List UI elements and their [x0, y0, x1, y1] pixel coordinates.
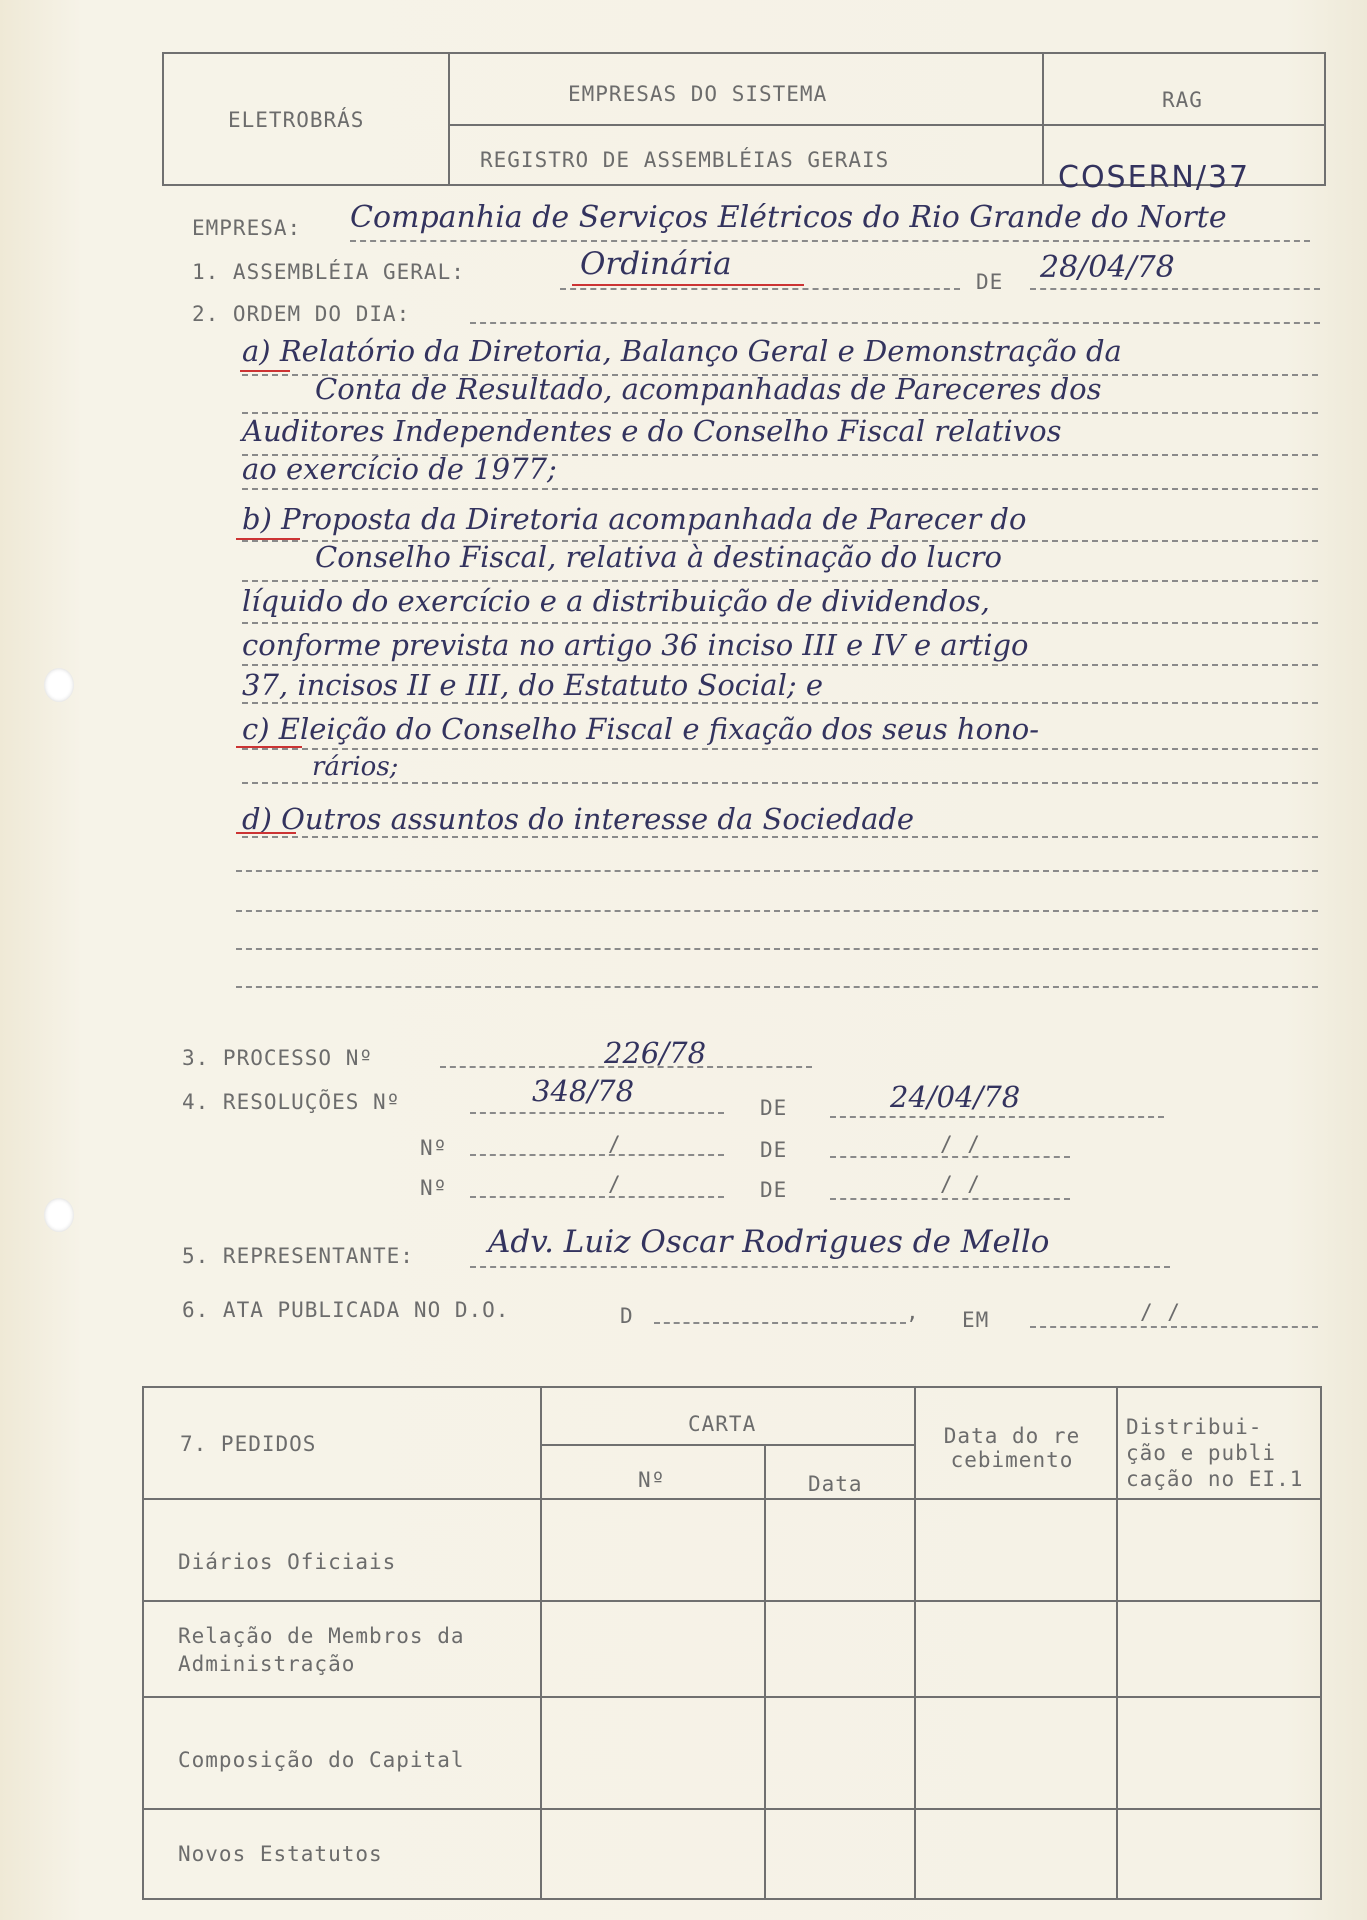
- org-name: ELETROBRÁS: [228, 108, 365, 132]
- fill-line: [242, 580, 1318, 582]
- table-divider: [142, 1808, 1320, 1810]
- processo-label: 3. PROCESSO Nº: [182, 1046, 374, 1070]
- fill-line: [1030, 1326, 1318, 1328]
- fill-line: [830, 1156, 1070, 1158]
- resolucao-de-label: DE: [760, 1178, 788, 1202]
- punch-hole: [44, 1198, 74, 1232]
- table-row: Composição do Capital: [178, 1748, 465, 1772]
- resolucoes-de-label: DE: [760, 1096, 788, 1120]
- representante-label: 5. REPRESENTANTE:: [182, 1244, 414, 1268]
- processo-value: 226/78: [604, 1036, 707, 1070]
- red-underline: [236, 832, 296, 834]
- punch-hole: [44, 668, 74, 702]
- fill-line: [830, 1116, 1164, 1118]
- table-divider: [142, 1600, 1320, 1602]
- table-divider: [540, 1444, 916, 1446]
- empresa-value: Companhia de Serviços Elétricos do Rio Grande do Norte: [350, 200, 1227, 235]
- agenda-line: 37, incisos II e III, do Estatuto Social; e: [242, 668, 824, 702]
- agenda-line: Conta de Resultado, acompanhadas de Pareceres dos: [315, 372, 1102, 406]
- fill-line: [470, 322, 1320, 324]
- table-row: Diários Oficiais: [178, 1550, 397, 1574]
- fill-line: [236, 948, 1318, 950]
- fill-line: [242, 488, 1318, 490]
- agenda-line: líquido do exercício e a distribuição de dividendos,: [242, 584, 990, 618]
- agenda-line: b) Proposta da Diretoria acompanhada de Parecer do: [242, 502, 1027, 536]
- table-row: Relação de Membros da Administração: [178, 1624, 465, 1676]
- carta-data-header: Data: [808, 1472, 863, 1496]
- red-underline: [572, 284, 804, 286]
- distribuicao-header: Distribui- ção e publi cação no EI.1: [1126, 1415, 1304, 1491]
- agenda-line: a) Relatório da Diretoria, Balanço Geral e Demonstração da: [242, 334, 1122, 368]
- fill-line: [830, 1198, 1070, 1200]
- company-code: COSERN/37: [1058, 160, 1251, 195]
- fill-line: [350, 240, 1310, 242]
- ata-d-label: D: [620, 1304, 634, 1328]
- agenda-line: rários;: [312, 752, 399, 782]
- header-divider: [1042, 52, 1044, 184]
- fill-line: [242, 702, 1318, 704]
- recebimento-header: Data do re cebimento: [943, 1424, 1081, 1472]
- resolucao-slash: /: [608, 1132, 622, 1156]
- table-row: Novos Estatutos: [178, 1842, 383, 1866]
- resolucao-slash: /: [608, 1172, 622, 1196]
- fill-line: [560, 288, 960, 290]
- table-divider: [914, 1386, 916, 1898]
- fill-line: [470, 1112, 724, 1114]
- agenda-line: conforme prevista no artigo 36 inciso III e IV e artigo: [242, 628, 1029, 662]
- assembleia-value: Ordinária: [580, 246, 732, 282]
- ata-comma: ,: [906, 1300, 920, 1324]
- fill-line: [1030, 288, 1320, 290]
- fill-line: [440, 1066, 812, 1068]
- fill-line: [470, 1196, 724, 1198]
- fill-line: [242, 782, 1318, 784]
- carta-no-header: Nº: [638, 1468, 666, 1492]
- assembleia-date: 28/04/78: [1040, 250, 1175, 285]
- representante-value: Adv. Luiz Oscar Rodrigues de Mello: [488, 1224, 1050, 1260]
- register-title: REGISTRO DE ASSEMBLÉIAS GERAIS: [480, 148, 890, 172]
- red-underline: [240, 370, 290, 372]
- fill-line: [236, 870, 1318, 872]
- agenda-line: d) Outros assuntos do interesse da Sociedade: [242, 802, 915, 836]
- system-title: EMPRESAS DO SISTEMA: [568, 82, 828, 106]
- fill-line: [470, 1154, 724, 1156]
- resolucoes-value: 348/78: [532, 1074, 635, 1108]
- pedidos-header: 7. PEDIDOS: [180, 1432, 317, 1456]
- fill-line: [470, 1266, 1170, 1268]
- resolucoes-date: 24/04/78: [890, 1080, 1021, 1114]
- table-divider: [764, 1444, 766, 1898]
- table-divider: [1116, 1386, 1118, 1898]
- ata-em-label: EM: [962, 1308, 990, 1332]
- resolucao-de-label: DE: [760, 1138, 788, 1162]
- fill-line: [242, 622, 1318, 624]
- ata-date-slashes: / /: [1140, 1300, 1181, 1324]
- fill-line: [242, 664, 1318, 666]
- carta-header: CARTA: [688, 1412, 757, 1436]
- agenda-line: c) Eleição do Conselho Fiscal e fixação dos seus hono-: [242, 712, 1040, 746]
- resolucoes-label: 4. RESOLUÇÕES Nº: [182, 1090, 401, 1114]
- fill-line: [242, 836, 1318, 838]
- agenda-line: Conselho Fiscal, relativa à destinação do lucro: [315, 540, 1002, 574]
- fill-line: [236, 910, 1318, 912]
- header-divider: [448, 52, 450, 184]
- fill-line: [654, 1322, 906, 1324]
- de-label: DE: [976, 270, 1004, 294]
- table-divider: [142, 1498, 1320, 1500]
- ordem-label: 2. ORDEM DO DIA:: [192, 302, 411, 326]
- agenda-line: Auditores Independentes e do Conselho Fiscal relativos: [242, 414, 1062, 448]
- ata-label: 6. ATA PUBLICADA NO D.O.: [182, 1298, 510, 1322]
- resolucao-no-label: Nº: [420, 1136, 448, 1160]
- table-divider: [142, 1696, 1320, 1698]
- resolucao-date-slashes: / /: [940, 1172, 981, 1196]
- agenda-line: ao exercício de 1977;: [242, 452, 557, 486]
- table-divider: [540, 1386, 542, 1898]
- resolucao-no-label: Nº: [420, 1176, 448, 1200]
- empresa-label: EMPRESA:: [192, 216, 302, 240]
- fill-line: [242, 748, 1318, 750]
- assembleia-label: 1. ASSEMBLÉIA GERAL:: [192, 260, 465, 284]
- fill-line: [236, 986, 1318, 988]
- header-divider: [448, 124, 1324, 126]
- rag-label: RAG: [1162, 88, 1203, 112]
- resolucao-date-slashes: / /: [940, 1132, 981, 1156]
